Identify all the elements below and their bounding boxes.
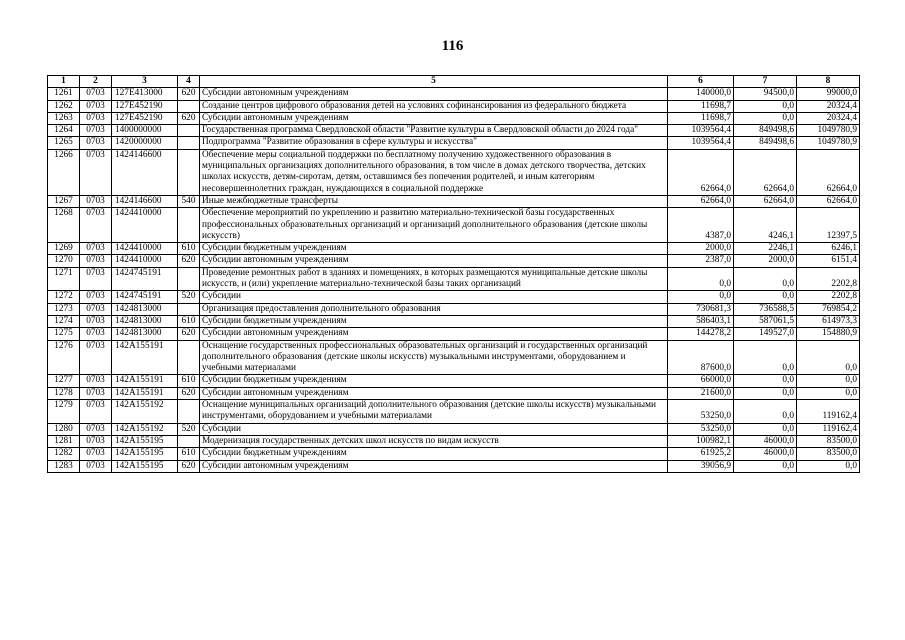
section-code-cell: 0703: [80, 328, 112, 340]
section-code-cell: 0703: [80, 375, 112, 387]
header-cell: 8: [797, 76, 860, 88]
amount-col6-cell: 62664,0: [668, 195, 734, 207]
target-article-code-cell: 127E452190: [112, 100, 178, 112]
amount-col8-cell: 0,0: [797, 375, 860, 387]
amount-col6-cell: 53250,0: [668, 400, 734, 424]
row-number-cell: 1262: [48, 100, 80, 112]
table-row: [48, 88, 860, 100]
expense-type-code-cell: 610: [178, 315, 200, 327]
amount-col8-cell: 83500,0: [797, 448, 860, 460]
expense-type-code-cell: [178, 340, 200, 375]
amount-col8-cell: 6246,1: [797, 243, 860, 255]
section-code-cell: 0703: [80, 340, 112, 375]
amount-col7-cell: 849498,6: [734, 125, 797, 137]
header-cell: 5: [200, 76, 668, 88]
table-row: [48, 125, 860, 137]
row-number-cell: 1261: [48, 88, 80, 100]
description-cell: Субсидии бюджетным учреждениям: [200, 315, 668, 327]
header-cell: 1: [48, 76, 80, 88]
row-number-cell: 1273: [48, 303, 80, 315]
expense-type-code-cell: 610: [178, 448, 200, 460]
row-number-cell: 1283: [48, 460, 80, 472]
expense-type-code-cell: 520: [178, 291, 200, 303]
amount-col7-cell: 4246,1: [734, 208, 797, 243]
amount-col6-cell: 4387,0: [668, 208, 734, 243]
amount-col7-cell: 587061,5: [734, 315, 797, 327]
section-code-cell: 0703: [80, 100, 112, 112]
amount-col7-cell: 0,0: [734, 112, 797, 124]
amount-col7-cell: 62664,0: [734, 195, 797, 207]
row-number-cell: 1276: [48, 340, 80, 375]
amount-col8-cell: 12397,5: [797, 208, 860, 243]
amount-col6-cell: 21600,0: [668, 387, 734, 399]
section-code-cell: 0703: [80, 267, 112, 291]
amount-col6-cell: 39056,9: [668, 460, 734, 472]
amount-col7-cell: 736588,5: [734, 303, 797, 315]
table-row: [48, 137, 860, 149]
target-article-code-cell: 142А155191: [112, 340, 178, 375]
amount-col6-cell: 53250,0: [668, 423, 734, 435]
amount-col6-cell: 61925,2: [668, 448, 734, 460]
target-article-code-cell: 1424745191: [112, 267, 178, 291]
amount-col8-cell: 2202,8: [797, 291, 860, 303]
row-number-cell: 1278: [48, 387, 80, 399]
amount-col8-cell: 1049780,9: [797, 125, 860, 137]
description-cell: Организация предоставления дополнительного образования: [200, 303, 668, 315]
description-cell: Проведение ремонтных работ в зданиях и помещениях, в которых размещаются муниципальные детские школы искусств, и (или) укрепление материально-технической базы таких организаций: [200, 267, 668, 291]
amount-col8-cell: 62664,0: [797, 195, 860, 207]
description-cell: Субсидии: [200, 423, 668, 435]
amount-col8-cell: 6151,4: [797, 255, 860, 267]
target-article-code-cell: 1424146600: [112, 195, 178, 207]
row-number-cell: 1269: [48, 243, 80, 255]
amount-col6-cell: 66000,0: [668, 375, 734, 387]
amount-col6-cell: 586403,1: [668, 315, 734, 327]
table-row: [48, 291, 860, 303]
expense-type-code-cell: 520: [178, 423, 200, 435]
section-code-cell: 0703: [80, 423, 112, 435]
section-code-cell: 0703: [80, 448, 112, 460]
amount-col8-cell: 62664,0: [797, 149, 860, 195]
amount-col8-cell: 614973,3: [797, 315, 860, 327]
target-article-code-cell: 142А155192: [112, 423, 178, 435]
row-number-cell: 1265: [48, 137, 80, 149]
amount-col7-cell: 0,0: [734, 387, 797, 399]
description-cell: Субсидии автономным учреждениям: [200, 88, 668, 100]
target-article-code-cell: 1400000000: [112, 125, 178, 137]
expense-type-code-cell: [178, 267, 200, 291]
target-article-code-cell: 1424745191: [112, 291, 178, 303]
description-cell: Субсидии автономным учреждениям: [200, 112, 668, 124]
expense-type-code-cell: [178, 400, 200, 424]
table-row: [48, 149, 860, 195]
description-cell: Государственная программа Свердловской области "Развитие культуры в Свердловской области до 2024 года": [200, 125, 668, 137]
expense-type-code-cell: [178, 137, 200, 149]
header-cell: 2: [80, 76, 112, 88]
amount-col7-cell: 2246,1: [734, 243, 797, 255]
row-number-cell: 1281: [48, 435, 80, 447]
amount-col6-cell: 0,0: [668, 291, 734, 303]
row-number-cell: 1275: [48, 328, 80, 340]
section-code-cell: 0703: [80, 88, 112, 100]
section-code-cell: 0703: [80, 460, 112, 472]
row-number-cell: 1263: [48, 112, 80, 124]
row-number-cell: 1267: [48, 195, 80, 207]
table-row: [48, 423, 860, 435]
amount-col7-cell: 0,0: [734, 460, 797, 472]
table-row: [48, 340, 860, 375]
expense-type-code-cell: 540: [178, 195, 200, 207]
table-row: [48, 460, 860, 472]
section-code-cell: 0703: [80, 149, 112, 195]
target-article-code-cell: 1424813000: [112, 303, 178, 315]
amount-col7-cell: 0,0: [734, 400, 797, 424]
amount-col6-cell: 62664,0: [668, 149, 734, 195]
amount-col8-cell: 20324,4: [797, 112, 860, 124]
row-number-cell: 1274: [48, 315, 80, 327]
target-article-code-cell: 142А155195: [112, 435, 178, 447]
header-cell: 3: [112, 76, 178, 88]
row-number-cell: 1282: [48, 448, 80, 460]
expense-type-code-cell: [178, 100, 200, 112]
amount-col8-cell: 20324,4: [797, 100, 860, 112]
description-cell: Модернизация государственных детских школ искусств по видам искусств: [200, 435, 668, 447]
row-number-cell: 1280: [48, 423, 80, 435]
amount-col6-cell: 100982,1: [668, 435, 734, 447]
row-number-cell: 1279: [48, 400, 80, 424]
table-row: [48, 255, 860, 267]
section-code-cell: 0703: [80, 137, 112, 149]
amount-col6-cell: 87600,0: [668, 340, 734, 375]
table-row: [48, 387, 860, 399]
amount-col8-cell: 83500,0: [797, 435, 860, 447]
description-cell: Обеспечение мероприятий по укреплению и развитию материально-технической базы государственных профессиональных образовательных организаций и организаций дополнительного образования (детские школы искусств): [200, 208, 668, 243]
amount-col6-cell: 11698,7: [668, 112, 734, 124]
amount-col8-cell: 2202,8: [797, 267, 860, 291]
target-article-code-cell: 142А155195: [112, 460, 178, 472]
page-number: 116: [441, 38, 464, 54]
target-article-code-cell: 142А155195: [112, 448, 178, 460]
amount-col6-cell: 2000,0: [668, 243, 734, 255]
description-cell: Создание центров цифрового образования детей на условиях софинансирования из федерального бюджета: [200, 100, 668, 112]
row-number-cell: 1271: [48, 267, 80, 291]
row-number-cell: 1266: [48, 149, 80, 195]
expense-type-code-cell: 620: [178, 112, 200, 124]
amount-col7-cell: 0,0: [734, 375, 797, 387]
amount-col8-cell: 0,0: [797, 387, 860, 399]
table-row: [48, 328, 860, 340]
table-row: [48, 100, 860, 112]
amount-col7-cell: 0,0: [734, 267, 797, 291]
table-row: [48, 243, 860, 255]
section-code-cell: 0703: [80, 303, 112, 315]
table-row: [48, 195, 860, 207]
expense-type-code-cell: 620: [178, 328, 200, 340]
expense-type-code-cell: 610: [178, 243, 200, 255]
expense-type-code-cell: [178, 149, 200, 195]
description-cell: Подпрограмма "Развитие образования в сфере культуры и искусства": [200, 137, 668, 149]
amount-col6-cell: 0,0: [668, 267, 734, 291]
section-code-cell: 0703: [80, 400, 112, 424]
description-cell: Субсидии бюджетным учреждениям: [200, 375, 668, 387]
table-row: [48, 267, 860, 291]
row-number-cell: 1264: [48, 125, 80, 137]
section-code-cell: 0703: [80, 243, 112, 255]
description-cell: Субсидии: [200, 291, 668, 303]
expense-type-code-cell: 620: [178, 460, 200, 472]
amount-col8-cell: 0,0: [797, 460, 860, 472]
amount-col7-cell: 2000,0: [734, 255, 797, 267]
target-article-code-cell: 142А155192: [112, 400, 178, 424]
description-cell: Оснащение муниципальных организаций дополнительного образования (детские школы искусств) музыкальными инструментами, оборудованием и учебными материалами: [200, 400, 668, 424]
amount-col7-cell: 0,0: [734, 423, 797, 435]
expense-type-code-cell: 620: [178, 387, 200, 399]
amount-col7-cell: 0,0: [734, 340, 797, 375]
target-article-code-cell: 142А155191: [112, 375, 178, 387]
target-article-code-cell: 1424813000: [112, 315, 178, 327]
target-article-code-cell: 127E413000: [112, 88, 178, 100]
amount-col8-cell: 119162,4: [797, 400, 860, 424]
amount-col7-cell: 0,0: [734, 291, 797, 303]
header-cell: 6: [668, 76, 734, 88]
row-number-cell: 1277: [48, 375, 80, 387]
target-article-code-cell: 1424410000: [112, 255, 178, 267]
table-row: [48, 112, 860, 124]
expense-type-code-cell: 620: [178, 255, 200, 267]
description-cell: Субсидии автономным учреждениям: [200, 460, 668, 472]
description-cell: Субсидии автономным учреждениям: [200, 387, 668, 399]
expense-type-code-cell: 620: [178, 88, 200, 100]
amount-col7-cell: 46000,0: [734, 435, 797, 447]
section-code-cell: 0703: [80, 291, 112, 303]
section-code-cell: 0703: [80, 195, 112, 207]
expense-type-code-cell: [178, 303, 200, 315]
section-code-cell: 0703: [80, 255, 112, 267]
section-code-cell: 0703: [80, 125, 112, 137]
section-code-cell: 0703: [80, 315, 112, 327]
amount-col7-cell: 94500,0: [734, 88, 797, 100]
table-row: [48, 400, 860, 424]
expense-type-code-cell: [178, 208, 200, 243]
description-cell: Субсидии автономным учреждениям: [200, 255, 668, 267]
target-article-code-cell: 1424410000: [112, 243, 178, 255]
table-row: [48, 448, 860, 460]
expense-type-code-cell: 610: [178, 375, 200, 387]
expense-type-code-cell: [178, 125, 200, 137]
header-cell: 7: [734, 76, 797, 88]
amount-col7-cell: 0,0: [734, 100, 797, 112]
amount-col6-cell: 140000,0: [668, 88, 734, 100]
amount-col8-cell: 1049780,9: [797, 137, 860, 149]
amount-col8-cell: 154880,9: [797, 328, 860, 340]
row-number-cell: 1270: [48, 255, 80, 267]
amount-col8-cell: 99000,0: [797, 88, 860, 100]
amount-col7-cell: 62664,0: [734, 149, 797, 195]
section-code-cell: 0703: [80, 435, 112, 447]
amount-col8-cell: 769854,2: [797, 303, 860, 315]
budget-table: [47, 75, 860, 473]
amount-col7-cell: 849498,6: [734, 137, 797, 149]
section-code-cell: 0703: [80, 112, 112, 124]
description-cell: Обеспечение меры социальной поддержки по бесплатному получению художественного образования в муниципальных организациях дополнительного образования, в том числе в домах детского творчества, детских школах искусств, детям-сиротам, детям, оставшимся без попечения родителей, и иным категориям несовершеннолетних граждан, нуждающихся в социальной поддержке: [200, 149, 668, 195]
row-number-cell: 1272: [48, 291, 80, 303]
amount-col6-cell: 11698,7: [668, 100, 734, 112]
table-body: [48, 88, 860, 473]
target-article-code-cell: 1424410000: [112, 208, 178, 243]
target-article-code-cell: 1424813000: [112, 328, 178, 340]
header-cell: 4: [178, 76, 200, 88]
row-number-cell: 1268: [48, 208, 80, 243]
table-row: [48, 435, 860, 447]
description-cell: Субсидии бюджетным учреждениям: [200, 243, 668, 255]
description-cell: Иные межбюджетные трансферты: [200, 195, 668, 207]
target-article-code-cell: 142А155191: [112, 387, 178, 399]
description-cell: Субсидии бюджетным учреждениям: [200, 448, 668, 460]
amount-col6-cell: 2387,0: [668, 255, 734, 267]
amount-col6-cell: 1039564,4: [668, 137, 734, 149]
amount-col6-cell: 730681,3: [668, 303, 734, 315]
target-article-code-cell: 1424146600: [112, 149, 178, 195]
table-header-row: [48, 76, 860, 88]
description-cell: Субсидии автономным учреждениям: [200, 328, 668, 340]
description-cell: Оснащение государственных профессиональных образовательных организаций и государственных организаций дополнительного образования (детские школы искусств) музыкальными инструментами, оборудованием и учебными материалами: [200, 340, 668, 375]
section-code-cell: 0703: [80, 208, 112, 243]
table-row: [48, 208, 860, 243]
amount-col6-cell: 144278,2: [668, 328, 734, 340]
amount-col7-cell: 46000,0: [734, 448, 797, 460]
table-row: [48, 375, 860, 387]
table-row: [48, 315, 860, 327]
target-article-code-cell: 127E452190: [112, 112, 178, 124]
amount-col6-cell: 1039564,4: [668, 125, 734, 137]
table-row: [48, 303, 860, 315]
expense-type-code-cell: [178, 435, 200, 447]
amount-col7-cell: 149527,0: [734, 328, 797, 340]
amount-col8-cell: 119162,4: [797, 423, 860, 435]
target-article-code-cell: 1420000000: [112, 137, 178, 149]
section-code-cell: 0703: [80, 387, 112, 399]
amount-col8-cell: 0,0: [797, 340, 860, 375]
